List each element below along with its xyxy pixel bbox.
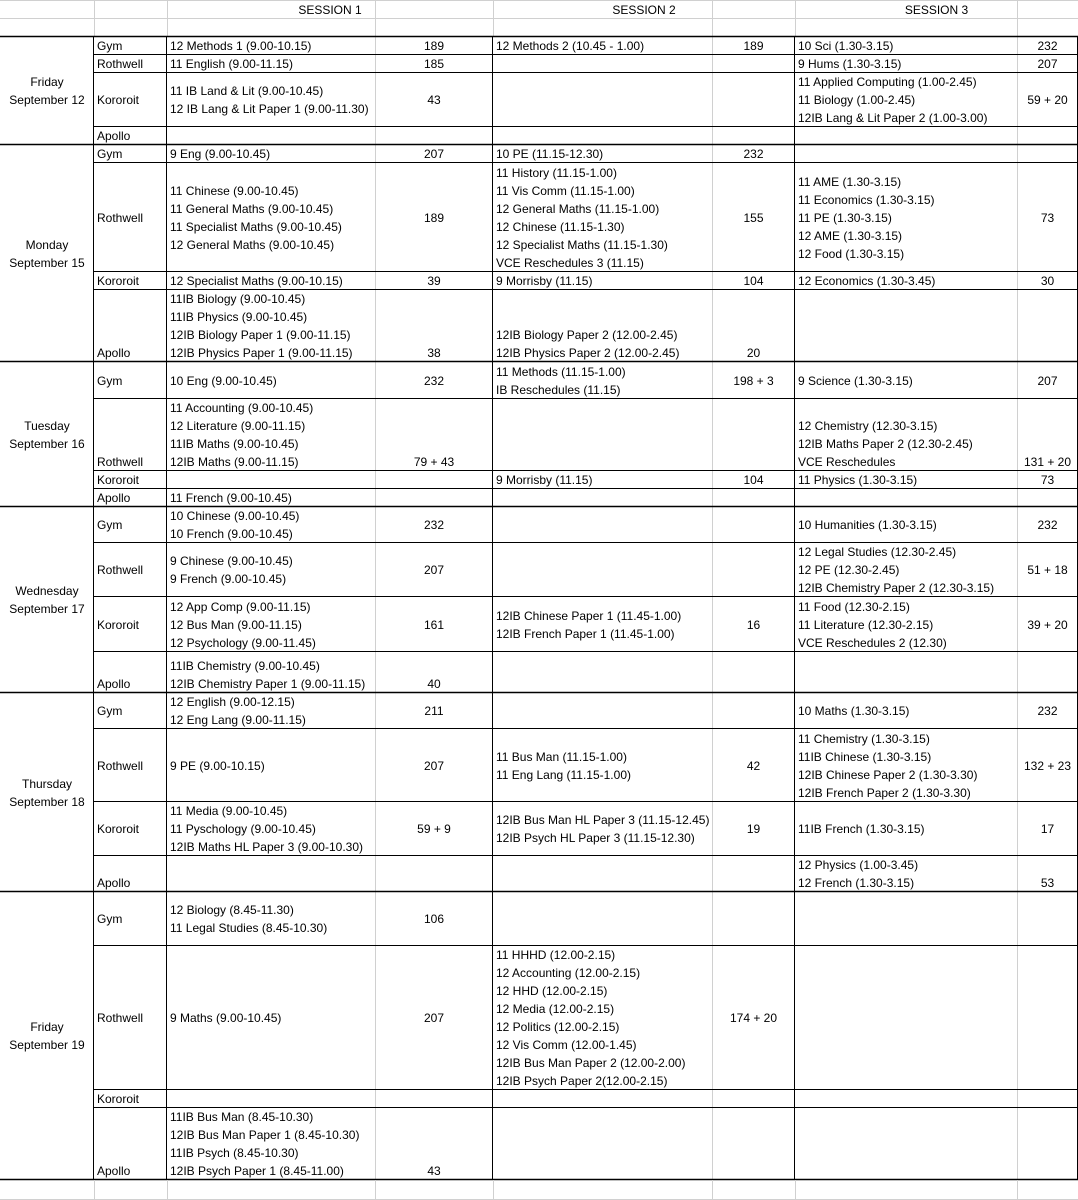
exam-entry: 11 Biology (1.00-2.45) [798, 93, 916, 107]
venue-name: Apollo [97, 1164, 131, 1178]
student-count: 59 + 9 [417, 822, 451, 836]
exam-entry: 9 Morrisby (11.15) [496, 274, 593, 288]
exam-entry: 12 Vis Comm (12.00-1.45) [496, 1038, 637, 1052]
exam-entry: 9 Morrisby (11.15) [496, 473, 593, 487]
exam-entry: 11IB Psych (8.45-10.30) [170, 1146, 299, 1160]
exam-entry: 9 French (9.00-10.45) [170, 572, 287, 586]
venue-name: Gym [97, 912, 123, 926]
exam-entry: 11 Legal Studies (8.45-10.30) [170, 921, 328, 935]
exam-entry: 11 IB Land & Lit (9.00-10.45) [170, 84, 324, 98]
exam-entry: 12 Bus Man (9.00-11.15) [170, 617, 302, 632]
exam-entry: 12 PE (12.30-2.45) [798, 563, 900, 577]
venue-name: Rothwell [97, 455, 144, 469]
exam-entry: 11IB Bus Man (8.45-10.30) [170, 1110, 314, 1124]
exam-entry: 11 General Maths (9.00-10.45) [170, 201, 334, 216]
venue-name: Apollo [97, 677, 131, 691]
exam-entry: 11 English (9.00-11.15) [170, 57, 293, 71]
venue-name: Kororoit [97, 617, 140, 632]
exam-entry: 11 Methods (11.15-1.00) [496, 364, 626, 379]
exam-entry: 12 Psychology (9.00-11.45) [170, 635, 316, 650]
exam-entry: 12 Methods 1 (9.00-10.15) [170, 39, 312, 53]
exam-entry: 12 Accounting (12.00-2.15) [496, 966, 641, 980]
exam-entry: 11 Accounting (9.00-10.45) [170, 401, 314, 415]
student-count: 106 [423, 912, 445, 926]
exam-entry: 11 History (11.15-1.00) [496, 165, 617, 180]
student-count: 42 [746, 758, 761, 773]
venue-name: Kororoit [97, 1092, 140, 1106]
day-date: September 19 [9, 1038, 85, 1052]
student-count: 20 [746, 346, 761, 360]
exam-entry: 10 French (9.00-10.45) [170, 527, 293, 541]
exam-entry: 12 Chinese (11.15-1.30) [496, 219, 625, 234]
venue-name: Apollo [97, 491, 131, 505]
exam-entry: 9 Eng (9.00-10.45) [170, 147, 271, 161]
exam-entry: 12 Specialist Maths (11.15-1.30) [496, 237, 668, 252]
exam-entry: IB Reschedules (11.15) [496, 382, 621, 397]
exam-entry: 9 Science (1.30-3.15) [798, 373, 913, 388]
venue-name: Gym [97, 147, 123, 161]
student-count: 39 [427, 274, 441, 288]
day-date: September 15 [9, 255, 85, 270]
exam-entry: 10 PE (11.15-12.30) [496, 147, 604, 161]
exam-entry: 11IB Maths (9.00-10.45) [170, 437, 299, 451]
exam-entry: 11 HHHD (12.00-2.15) [496, 948, 616, 962]
exam-entry: 10 Sci (1.30-3.15) [798, 39, 894, 53]
exam-entry: 12 Media (12.00-2.15) [496, 1002, 615, 1016]
student-count: 207 [423, 563, 445, 577]
exam-entry: 12 AME (1.30-3.15) [798, 228, 903, 243]
exam-entry: 11 Specialist Maths (9.00-10.45) [170, 219, 342, 234]
exam-entry: 12 Chemistry (12.30-3.15) [798, 419, 938, 433]
exam-entry: 11 PE (1.30-3.15) [798, 210, 892, 225]
exam-entry: 12IB Bus Man HL Paper 3 (11.15-12.45) [496, 813, 710, 827]
exam-entry: 12 IB Lang & Lit Paper 1 (9.00-11.30) [170, 102, 369, 116]
exam-entry: 10 Humanities (1.30-3.15) [798, 518, 937, 532]
exam-entry: 12 Physics (1.00-3.45) [798, 858, 919, 872]
exam-entry: 10 Maths (1.30-3.15) [798, 704, 910, 718]
day-name: Thursday [21, 776, 73, 791]
exam-entry: 12 Specialist Maths (9.00-10.15) [170, 274, 343, 288]
exam-entry: 11 Applied Computing (1.00-2.45) [798, 75, 977, 89]
student-count: 73 [1040, 210, 1055, 225]
day-name: Friday [30, 75, 64, 89]
student-count: 207 [1037, 57, 1058, 71]
day-name: Wednesday [15, 584, 79, 598]
student-count: 53 [1040, 876, 1055, 890]
student-count: 189 [423, 39, 445, 53]
exam-entry: 12 Biology (8.45-11.30) [170, 903, 294, 917]
exam-entry: 11 Economics (1.30-3.15) [798, 192, 935, 207]
venue-name: Rothwell [97, 210, 144, 225]
venue-name: Rothwell [97, 57, 144, 71]
exam-entry: VCE Reschedules [798, 455, 896, 469]
venue-name: Gym [97, 704, 123, 718]
exam-entry: 12 App Comp (9.00-11.15) [170, 599, 311, 614]
exam-entry: 12IB Chinese Paper 1 (11.45-1.00) [496, 608, 682, 623]
venue-name: Kororoit [97, 473, 140, 487]
exam-entry: 11 French (9.00-10.45) [170, 491, 292, 505]
venue-name: Kororoit [97, 93, 140, 107]
day-name: Tuesday [24, 418, 70, 433]
student-count: 39 + 20 [1027, 617, 1068, 632]
exam-entry: 11 Literature (12.30-2.15) [798, 617, 934, 632]
day-date: September 12 [9, 93, 85, 107]
student-count: 189 [423, 210, 445, 225]
exam-entry: 11 Chinese (9.00-10.45) [170, 183, 299, 198]
exam-entry: 12 General Maths (11.15-1.00) [496, 201, 660, 216]
exam-entry: 12IB French Paper 1 (11.45-1.00) [496, 626, 675, 641]
student-count: 19 [746, 822, 761, 836]
exam-entry: 12IB Physics Paper 1 (9.00-11.15) [170, 346, 353, 360]
exam-entry: 12IB Chemistry Paper 1 (9.00-11.15) [170, 677, 366, 691]
student-count: 232 [743, 147, 764, 161]
exam-entry: 11 AME (1.30-3.15) [798, 174, 902, 189]
exam-entry: 9 Chinese (9.00-10.45) [170, 554, 293, 568]
student-count: 207 [423, 147, 445, 161]
exam-entry: 9 Maths (9.00-10.45) [170, 1011, 282, 1025]
exam-entry: 12 Legal Studies (12.30-2.45) [798, 545, 957, 559]
exam-entry: 11IB Chinese (1.30-3.15) [798, 749, 932, 764]
student-count: 174 + 20 [729, 1011, 778, 1025]
student-count: 155 [743, 210, 764, 225]
student-count: 131 + 20 [1023, 455, 1072, 469]
student-count: 198 + 3 [733, 373, 774, 388]
venue-name: Rothwell [97, 758, 144, 773]
exam-entry: 12 Politics (12.00-2.15) [496, 1020, 620, 1034]
student-count: 104 [743, 473, 764, 487]
exam-entry: 12IB Psych Paper 1 (8.45-11.00) [170, 1164, 344, 1178]
student-count: 16 [746, 617, 761, 632]
student-count: 207 [1037, 373, 1058, 388]
exam-entry: 11 Physics (1.30-3.15) [798, 473, 918, 487]
exam-entry: VCE Reschedules 3 (11.15) [496, 255, 644, 270]
student-count: 73 [1040, 473, 1055, 487]
exam-entry: 12 HHD (12.00-2.15) [496, 984, 608, 998]
student-count: 17 [1040, 822, 1055, 836]
day-date: September 18 [9, 794, 85, 809]
student-count: 207 [423, 758, 445, 773]
venue-name: Kororoit [97, 822, 140, 836]
exam-entry: 12 Literature (9.00-11.15) [170, 419, 306, 433]
student-count: 104 [743, 274, 764, 288]
venue-name: Gym [97, 518, 123, 532]
exam-entry: 12 English (9.00-12.15) [170, 695, 295, 709]
venue-name: Kororoit [97, 274, 140, 288]
exam-entry: 12 Methods 2 (10.45 - 1.00) [496, 39, 645, 53]
exam-entry: 12IB Biology Paper 2 (12.00-2.45) [496, 328, 678, 342]
student-count: 189 [743, 39, 764, 53]
student-count: 40 [427, 677, 441, 691]
venue-name: Apollo [97, 129, 131, 143]
exam-entry: 11IB French (1.30-3.15) [798, 822, 925, 836]
header-session-2: SESSION 2 [612, 3, 676, 17]
student-count: 207 [423, 1011, 445, 1025]
exam-entry: 12IB Biology Paper 1 (9.00-11.15) [170, 328, 351, 342]
student-count: 161 [423, 617, 445, 632]
exam-entry: 12 Food (1.30-3.15) [798, 246, 905, 261]
exam-entry: 12IB Chemistry Paper 2 (12.30-3.15) [798, 581, 995, 595]
exam-entry: 11IB Biology (9.00-10.45) [170, 292, 306, 306]
header-session-1: SESSION 1 [298, 3, 362, 17]
exam-entry: VCE Reschedules 2 (12.30) [798, 635, 947, 650]
student-count: 232 [423, 518, 445, 532]
student-count: 211 [424, 704, 444, 718]
venue-name: Apollo [97, 346, 131, 360]
student-count: 79 + 43 [413, 455, 455, 469]
student-count: 30 [1040, 274, 1055, 288]
day-name: Friday [30, 1020, 64, 1034]
venue-name: Gym [97, 373, 123, 388]
exam-entry: 12IB Psych HL Paper 3 (11.15-12.30) [496, 831, 695, 845]
header-session-3: SESSION 3 [904, 3, 969, 17]
exam-entry: 12IB Maths HL Paper 3 (9.00-10.30) [170, 840, 363, 854]
exam-entry: 11 Pyschology (9.00-10.45) [170, 822, 316, 836]
exam-entry: 11IB Physics (9.00-10.45) [170, 310, 308, 324]
venue-name: Apollo [97, 876, 131, 890]
exam-entry: 11 Chemistry (1.30-3.15) [798, 731, 930, 746]
exam-entry: 12IB Maths Paper 2 (12.30-2.45) [798, 437, 973, 451]
student-count: 51 + 18 [1027, 563, 1068, 577]
student-count: 59 + 20 [1027, 93, 1068, 107]
exam-entry: 12IB Maths (9.00-11.15) [170, 455, 299, 469]
student-count: 38 [427, 346, 441, 360]
venue-name: Rothwell [97, 1011, 144, 1025]
day-date: September 16 [9, 436, 85, 451]
exam-entry: 11 Bus Man (11.15-1.00) [496, 749, 627, 764]
exam-entry: 11IB Chemistry (9.00-10.45) [170, 659, 320, 673]
exam-entry: 12IB Bus Man Paper 2 (12.00-2.00) [496, 1056, 686, 1070]
student-count: 232 [1037, 39, 1058, 53]
student-count: 232 [1037, 518, 1058, 532]
exam-entry: 11 Eng Lang (11.15-1.00) [496, 767, 631, 782]
exam-entry: 11 Vis Comm (11.15-1.00) [496, 183, 635, 198]
exam-entry: 12IB French Paper 2 (1.30-3.30) [798, 785, 971, 800]
exam-entry: 12 General Maths (9.00-10.45) [170, 237, 335, 252]
day-date: September 17 [9, 602, 85, 616]
exam-entry: 10 Chinese (9.00-10.45) [170, 509, 300, 523]
student-count: 43 [427, 93, 441, 107]
exam-entry: 12 French (1.30-3.15) [798, 876, 915, 890]
exam-entry: 11 Food (12.30-2.15) [798, 599, 910, 614]
exam-entry: 12IB Psych Paper 2(12.00-2.15) [496, 1074, 668, 1088]
exam-entry: 9 PE (9.00-10.15) [170, 758, 265, 773]
venue-name: Rothwell [97, 563, 144, 577]
student-count: 232 [423, 373, 445, 388]
student-count: 43 [427, 1164, 441, 1178]
exam-entry: 12 Eng Lang (9.00-11.15) [170, 713, 306, 727]
student-count: 185 [423, 57, 445, 71]
student-count: 232 [1037, 704, 1058, 718]
exam-entry: 10 Eng (9.00-10.45) [170, 373, 277, 388]
exam-entry: 12IB Bus Man Paper 1 (8.45-10.30) [170, 1128, 360, 1142]
exam-entry: 12IB Lang & Lit Paper 2 (1.00-3.00) [798, 111, 988, 125]
exam-entry: 9 Hums (1.30-3.15) [798, 57, 902, 71]
venue-name: Gym [97, 39, 123, 53]
day-name: Monday [25, 237, 69, 252]
exam-entry: 12IB Physics Paper 2 (12.00-2.45) [496, 346, 680, 360]
exam-entry: 11 Media (9.00-10.45) [170, 804, 288, 818]
student-count: 132 + 23 [1023, 758, 1072, 773]
exam-entry: 12 Economics (1.30-3.45) [798, 274, 936, 288]
exam-entry: 12IB Chinese Paper 2 (1.30-3.30) [798, 767, 978, 782]
